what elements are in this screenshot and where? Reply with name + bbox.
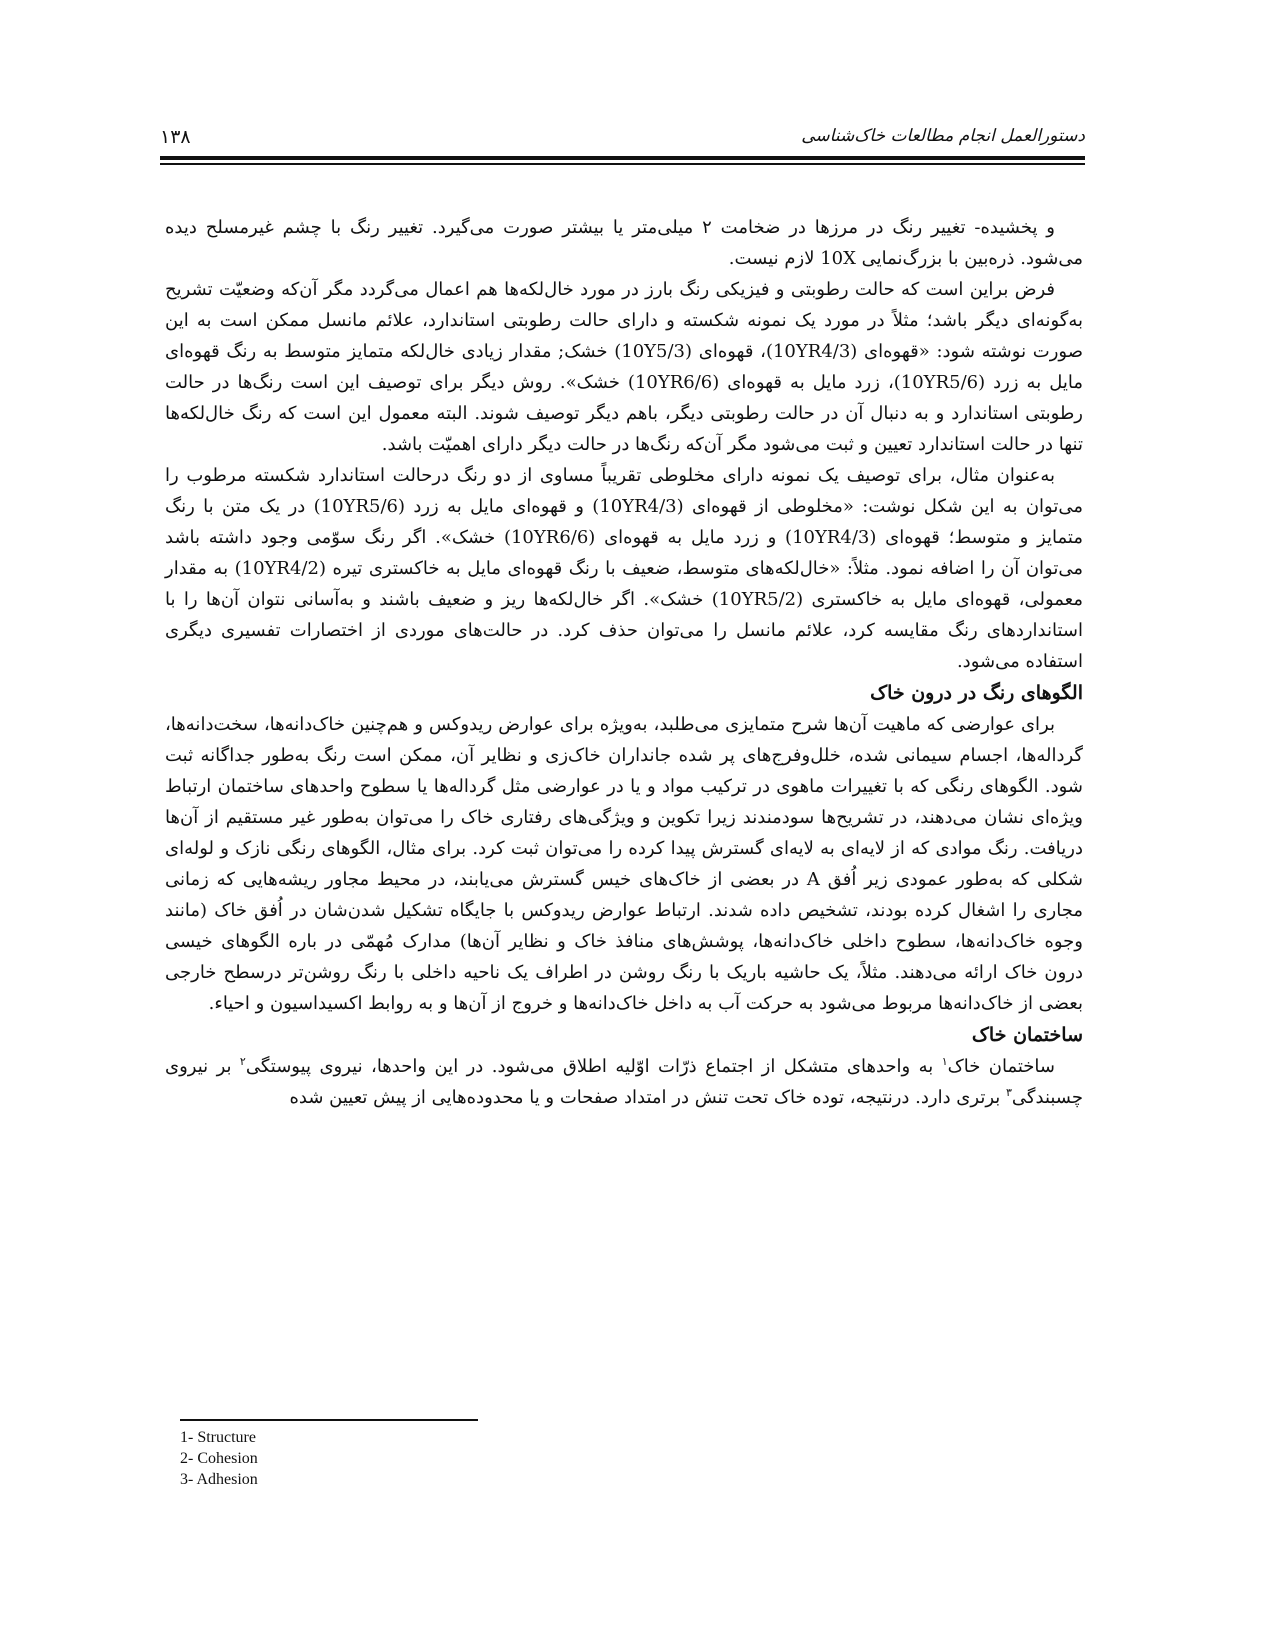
text-run: بر نیروی چسبندگی (165, 1056, 1083, 1108)
paragraph: و پخشیده- تغییر رنگ در مرزها در ضخامت ۲ میلی‌متر یا بیشتر صورت می‌گیرد. تغییر رنگ با چشم غیرمسلح دیده می‌شود. ذره‌بین با بزرگ‌نمایی 10X لازم نیست. (165, 217, 1083, 269)
footnote-ref: ۱ (941, 1055, 948, 1068)
footnote-ref: ۳ (1006, 1086, 1012, 1099)
footnotes (180, 1427, 480, 1490)
page-header (160, 120, 1085, 170)
section-heading: الگوهای رنگ در درون خاک (870, 682, 1083, 704)
footnote-separator (180, 1419, 478, 1421)
paragraph: برای عوارضی که ماهیت آن‌ها شرح متمایزی می‌طلبد، به‌ویژه برای عوارض ریدوکس و هم‌چنین خاک‌دانه‌ها، سخت‌دانه‌ها، گرداله‌ها، اجسام سیمانی شده، خلل‌وفرج‌های پر شده جانداران خاک‌زی و نظایر آن، ممکن است رنگ به‌طور جداگانه ثبت شود. الگوهای رنگی که با تغییرات ماهوی در ترکیب مواد و یا در عوارضی مثل گرداله‌ها یا سطوح واحدهای ساختمان ارتباط ویژه‌ای نشان می‌دهند، در تشریح‌ها سودمندند زیرا تکوین و ویژگی‌های رفتاری خاک را می‌توان به‌طور غیر مستقیم از آن‌ها دریافت. رنگ موادی که از لایه‌ای به لایه‌ای گسترش پیدا کرده را می‌توان ثبت کرد. برای مثال، الگوهای رنگی نازک و لوله‌ای شکلی که به‌طور عمودی زیر اُفق A در بعضی از خاک‌های خیس گسترش می‌یابند، در محیط مجاور ریشه‌هایی که زمانی مجاری را اشغال کرده بودند، تشخیص داده شدند. ارتباط عوارض ریدوکس با جایگاه تشکیل شدن‌شان در اُفق خاک (مانند وجوه خاک‌دانه‌ها، سطوح داخلی خاک‌دانه‌ها، پوشش‌های منافذ خاک و نظایر آن‌ها) مدارک مُهمّی در باره الگوهای خیسی درون خاک ارائه می‌دهند. مثلاً، یک حاشیه باریک با رنگ روشن در اطراف یک ناحیه داخلی با رنگ روشن‌تر درسطح خارجی بعضی از خاک‌دانه‌ها مربوط می‌شود به حرکت آب به داخل خاک‌دانه‌ها و خروج از آن‌ها و به روابط اکسیداسیون و احیاء. (165, 714, 1084, 1014)
header-rule-thin (160, 163, 1085, 165)
body-text (165, 212, 1083, 1113)
text-run: ساختمان خاک (947, 1056, 1055, 1077)
paragraph: فرض براین است که حالت رطوبتی و فیزیکی رنگ بارز در مورد خال‌لکه‌ها هم اعمال می‌گردد مگر آن‌که وضعیّت تشریح به‌گونه‌ای دیگر باشد؛ مثلاً در مورد یک نمونه شکسته و دارای حالت رطوبتی استاندارد، علائم مانسل ممکن است به این صورت نوشته شود: «قهوه‌ای (10YR4/3)، قهوه‌ای (10Y5/3) خشک; مقدار زیادی خال‌لکه متمایز متوسط به رنگ قهوه‌ای مایل به زرد (10YR5/6)، زرد مایل به قهوه‌ای (10YR6/6) خشک». روش دیگر برای توصیف این است رنگ‌ها در حالت رطوبتی استاندارد و به دنبال آن در حالت رطوبتی دیگر، باهم دیگر توصیف شوند. البته معمول این است که رنگ خال‌لکه‌ها تنها در حالت استاندارد تعیین و ثبت می‌شود مگر آن‌که رنگ‌ها در حالت دیگر دارای اهمیّت باشد. (165, 279, 1084, 455)
paragraph (165, 1051, 1083, 1113)
paragraph: به‌عنوان مثال، برای توصیف یک نمونه دارای مخلوطی تقریباً مساوی از دو رنگ درحالت استاندارد شکسته مرطوب را می‌توان به این شکل نوشت: «مخلوطی از قهوه‌ای (10YR4/3) و قهوه‌ای مایل به زرد (10YR5/6) در یک متن با رنگ متمایز و متوسط؛ قهوه‌ای (10YR4/3) و زرد مایل به قهوه‌ای (10YR6/6) خشک». اگر رنگ سوّمی وجود داشته باشد می‌توان آن را اضافه نمود. مثلاً: «خال‌لکه‌های متوسط، ضعیف با رنگ قهوه‌ای مایل به خاکستری تیره (10YR4/2) به مقدار معمولی، قهوه‌ای مایل به خاکستری (10YR5/2) خشک». اگر خال‌لکه‌ها ریز و ضعیف باشند و به‌آسانی نتوان آن‌ها را با استانداردهای رنگ مقایسه کرد، علائم مانسل را می‌توان حذف کرد. در حالت‌های موردی از اختصارات تفسیری دیگری استفاده می‌شود. (165, 465, 1083, 672)
footnote: 2- Cohesion (180, 1450, 258, 1467)
header-rule-thick (160, 156, 1085, 160)
footnote: 3- Adhesion (180, 1471, 258, 1488)
footnote-ref: ۲ (239, 1055, 246, 1068)
text-run: به واحدهای متشکل از اجتماع ذرّات اوّلیه اطلاق می‌شود. در این واحدها، نیروی پیوستگی (245, 1056, 942, 1077)
page-number: ۱۳۸ (160, 126, 191, 148)
text-run: برتری دارد. درنتیجه، توده خاک تحت تنش در امتداد صفحات و یا محدوده‌هایی از پیش تعیین شده (289, 1087, 1006, 1108)
section-heading: ساختمان خاک (971, 1024, 1083, 1046)
footnote: 1- Structure (180, 1429, 256, 1446)
running-title: دستورالعمل انجام مطالعات خاک‌شناسی (801, 126, 1085, 146)
